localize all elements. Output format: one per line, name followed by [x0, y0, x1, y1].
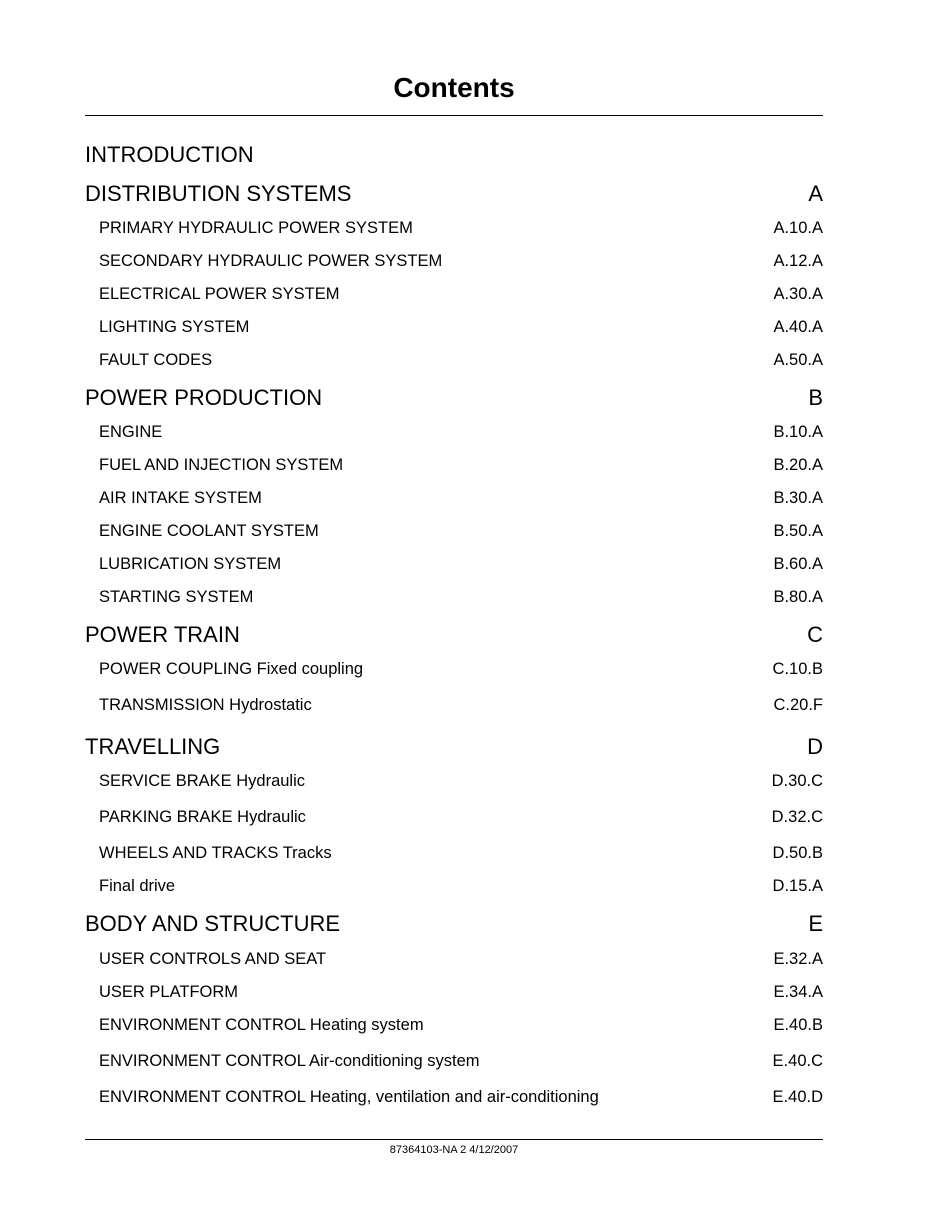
- toc-section[interactable]: [85, 142, 823, 168]
- toc-code: C.20.F: [773, 696, 823, 714]
- toc-entry[interactable]: [85, 318, 823, 337]
- toc-label: PRIMARY HYDRAULIC POWER SYSTEM: [99, 219, 413, 237]
- toc-entry[interactable]: [85, 877, 823, 896]
- toc-entry[interactable]: [85, 456, 823, 475]
- toc-code: D.15.A: [772, 877, 823, 895]
- toc-label: TRANSMISSION Hydrostatic: [99, 696, 312, 714]
- toc-label: INTRODUCTION: [85, 142, 254, 167]
- toc-code: C: [807, 622, 823, 647]
- toc-label: PARKING BRAKE Hydraulic: [99, 808, 306, 826]
- toc-label: ENVIRONMENT CONTROL Air-conditioning system: [99, 1052, 480, 1070]
- toc-section[interactable]: [85, 911, 823, 937]
- toc-label: SECONDARY HYDRAULIC POWER SYSTEM: [99, 252, 443, 270]
- toc-label: BODY AND STRUCTURE: [85, 911, 341, 936]
- page-footer: 87364103-NA 2 4/12/2007: [389, 1144, 519, 1156]
- toc-code: E.40.C: [772, 1052, 823, 1070]
- toc-entry[interactable]: [85, 285, 823, 304]
- toc-label: POWER COUPLING Fixed coupling: [99, 660, 364, 678]
- toc-entry[interactable]: [85, 660, 823, 679]
- toc-code: D.32.C: [771, 808, 823, 826]
- toc-label: DISTRIBUTION SYSTEMS: [85, 181, 352, 206]
- toc-code: A.10.A: [773, 219, 823, 237]
- toc-entry[interactable]: [85, 1016, 823, 1035]
- toc-entry[interactable]: [85, 983, 823, 1002]
- toc-label: ELECTRICAL POWER SYSTEM: [99, 285, 340, 303]
- toc-code: D.30.C: [771, 772, 823, 790]
- toc-code: E.34.A: [773, 983, 823, 1001]
- toc-label: POWER PRODUCTION: [85, 385, 323, 410]
- page-title: Contents: [393, 72, 515, 103]
- toc-entry[interactable]: [85, 252, 823, 271]
- toc-code: B.50.A: [773, 522, 823, 540]
- toc-label: Final drive: [99, 877, 176, 895]
- toc-code: E.40.D: [772, 1088, 823, 1106]
- toc-entry[interactable]: [85, 772, 823, 791]
- toc-entry[interactable]: [85, 808, 823, 827]
- toc-code: E: [808, 911, 823, 936]
- toc-entry[interactable]: [85, 950, 823, 969]
- toc-code: B.60.A: [773, 555, 823, 573]
- toc-label: SERVICE BRAKE Hydraulic: [99, 772, 306, 790]
- toc-label: USER CONTROLS AND SEAT: [99, 950, 327, 968]
- toc-label: STARTING SYSTEM: [99, 588, 254, 606]
- toc-label: WHEELS AND TRACKS Tracks: [99, 844, 332, 862]
- toc-label: ENVIRONMENT CONTROL Heating, ventilation and air-conditioning: [99, 1088, 599, 1106]
- toc-code: D: [807, 734, 823, 759]
- footer-divider: [85, 1139, 823, 1140]
- toc-label: ENGINE: [99, 423, 163, 441]
- toc-code: A.40.A: [773, 318, 823, 336]
- toc-code: B.10.A: [773, 423, 823, 441]
- toc-code: A.30.A: [773, 285, 823, 303]
- toc-label: LUBRICATION SYSTEM: [99, 555, 282, 573]
- toc-label: LIGHTING SYSTEM: [99, 318, 250, 336]
- toc-label: FAULT CODES: [99, 351, 213, 369]
- toc-entry[interactable]: [85, 489, 823, 508]
- toc-entry[interactable]: [85, 1088, 823, 1107]
- toc-code: B.20.A: [773, 456, 823, 474]
- toc-label: ENGINE COOLANT SYSTEM: [99, 522, 319, 540]
- toc-code: D.50.B: [772, 844, 823, 862]
- toc-label: FUEL AND INJECTION SYSTEM: [99, 456, 344, 474]
- toc-section[interactable]: [85, 734, 823, 760]
- toc-label: AIR INTAKE SYSTEM: [99, 489, 262, 507]
- toc-label: ENVIRONMENT CONTROL Heating system: [99, 1016, 424, 1034]
- toc-section[interactable]: [85, 385, 823, 411]
- toc-label: POWER TRAIN: [85, 622, 240, 647]
- toc-section[interactable]: [85, 181, 823, 207]
- toc-code: B.30.A: [773, 489, 823, 507]
- toc-code: C.10.B: [772, 660, 823, 678]
- toc-entry[interactable]: [85, 351, 823, 370]
- toc-entry[interactable]: [85, 844, 823, 863]
- toc-entry[interactable]: [85, 588, 823, 607]
- toc-code: A.50.A: [773, 351, 823, 369]
- toc-code: B: [808, 385, 823, 410]
- toc-entry[interactable]: [85, 555, 823, 574]
- toc-entry[interactable]: [85, 423, 823, 442]
- toc-section[interactable]: [85, 622, 823, 648]
- toc-code: A.12.A: [773, 252, 823, 270]
- toc-code: B.80.A: [773, 588, 823, 606]
- toc-entry[interactable]: [85, 219, 823, 238]
- toc-code: A: [808, 181, 823, 206]
- toc-code: E.32.A: [773, 950, 823, 968]
- toc-label: USER PLATFORM: [99, 983, 239, 1001]
- title-divider: [85, 115, 823, 116]
- toc-entry[interactable]: [85, 696, 823, 715]
- toc-label: TRAVELLING: [85, 734, 221, 759]
- toc-code: E.40.B: [773, 1016, 823, 1034]
- toc-entry[interactable]: [85, 1052, 823, 1071]
- toc-entry[interactable]: [85, 522, 823, 541]
